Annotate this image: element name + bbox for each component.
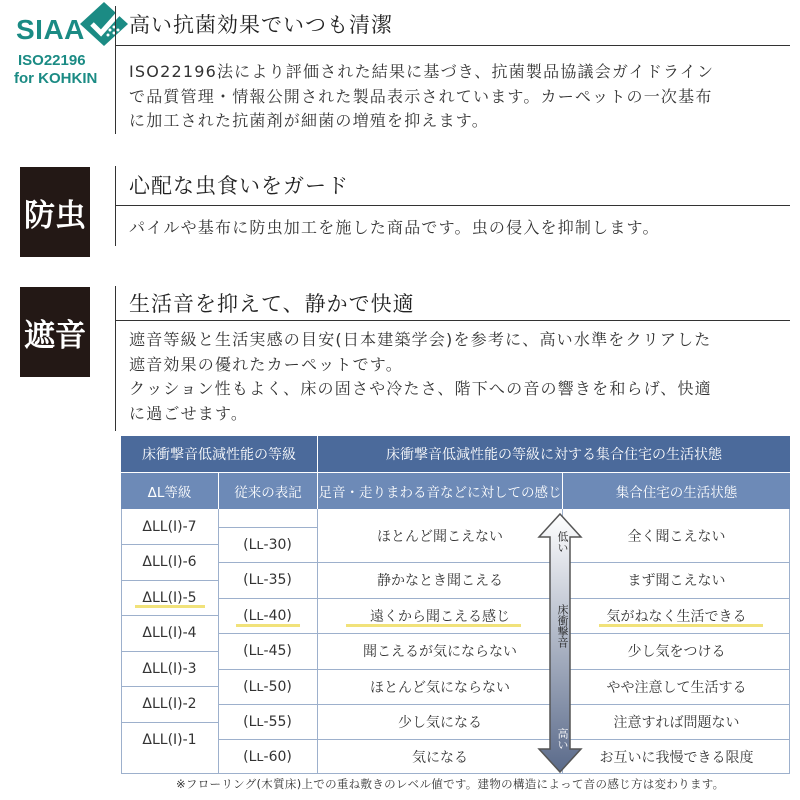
old-notation-cell: (Lʟ-60) <box>243 748 292 765</box>
old-notation-cell: (Lʟ-30) <box>243 536 292 553</box>
sound-text <box>129 328 794 426</box>
antibacterial-text <box>129 60 794 134</box>
highlight-underline <box>236 624 300 627</box>
arrow-label-low: 低い <box>556 531 569 553</box>
state-cell: まず聞こえない <box>627 573 726 589</box>
divider <box>115 286 116 431</box>
state-cell: 全く聞こえない <box>627 528 726 545</box>
divider <box>116 205 790 206</box>
column-header-feel: 足音・走りまわる音などに対しての感じ <box>318 473 562 509</box>
old-notation-cell: (Lʟ-50) <box>243 678 292 695</box>
feel-cell: 遠くから聞こえる感じ <box>370 608 510 625</box>
grade-cell: ΔLL(I)-4 <box>142 625 197 641</box>
siaa-logo-text: SIAA <box>16 14 85 45</box>
text-line: に過ごせます。 <box>129 403 249 423</box>
old-notation-cell: (Lʟ-40) <box>243 607 292 624</box>
sound-title: 生活音を抑えて、静かで快適 <box>129 292 415 316</box>
feel-cell: ほとんど気にならない <box>370 679 510 696</box>
column-header-old: 従来の表記 <box>219 473 317 509</box>
antibacterial-title: 高い抗菌効果でいつも清潔 <box>129 13 393 37</box>
divider <box>115 6 116 134</box>
grade-cell: ΔLL(I)-6 <box>142 554 197 570</box>
old-notation-cell: (Lʟ-45) <box>243 643 292 659</box>
old-notation-cell: (Lʟ-55) <box>243 713 292 730</box>
sound-badge: 遮音 <box>20 287 90 377</box>
feel-cell: 気になる <box>412 749 468 766</box>
column-header-grade: ΔL等級 <box>121 473 218 509</box>
grade-cell: ΔLL(I)-5 <box>142 589 197 606</box>
grade-cell: ΔLL(I)-3 <box>142 660 197 677</box>
old-notation-cell: (Lʟ-35) <box>243 572 292 588</box>
feel-cell: ほとんど聞こえない <box>377 528 503 545</box>
grade-cell: ΔLL(I)-2 <box>142 696 197 712</box>
siaa-mark-icon <box>80 2 128 46</box>
sound-rating-table <box>121 436 790 774</box>
grade-cell: ΔLL(I)-7 <box>142 518 197 535</box>
table-header-living-group: 床衝撃音低減性能の等級に対する集合住宅の生活状態 <box>318 436 790 472</box>
text-line: に加工された抗菌剤が細菌の増殖を抑えます。 <box>129 111 489 130</box>
grade-cell: ΔLL(I)-1 <box>142 731 197 748</box>
feel-cell: 静かなとき聞こえる <box>377 573 503 589</box>
insect-title: 心配な虫食いをガード <box>129 174 349 198</box>
divider <box>116 45 790 46</box>
siaa-for-kohkin: for KOHKIN <box>14 70 98 87</box>
highlight-underline <box>135 605 205 608</box>
insect-text <box>129 216 794 241</box>
feel-cell: 聞こえるが気にならない <box>363 644 517 660</box>
arrow-label-impact-sound: 床衝撃音 <box>556 604 569 648</box>
siaa-iso-number: ISO22196 <box>18 52 86 69</box>
text-line: パイルや基布に防虫加工を施した商品です。虫の侵入を抑制します。 <box>129 218 660 237</box>
footnote: ※フローリング(木質床)上での重ね敷きのレベル値です。建物の構造によって音の感じ方は変わります。 <box>176 777 725 791</box>
text-line: 遮音等級と生活実感の目安(日本建築学会)を参考に、高い水準をクリアした <box>129 330 712 349</box>
state-cell: やや注意して生活する <box>606 679 747 696</box>
feel-cell: 少し気になる <box>398 714 482 731</box>
arrow-label-high: 高い <box>556 728 569 750</box>
state-cell: 少し気をつける <box>627 644 726 660</box>
state-cell: 注意すれば問題ない <box>613 714 740 731</box>
table-header-grade-group: 床衝撃音低減性能の等級 <box>121 436 317 472</box>
column-header-state: 集合住宅の生活状態 <box>563 473 790 509</box>
state-cell: 気がねなく生活できる <box>606 608 747 625</box>
highlight-underline <box>346 624 521 627</box>
divider <box>116 320 790 321</box>
text-line: で品質管理・情報公開された製品表示されています。カーペットの一次基布 <box>129 86 713 106</box>
divider <box>115 166 116 246</box>
highlight-underline <box>599 624 763 627</box>
text-line: クッション性もよく、床の固さや冷たさ、階下への音の響きを和らげ、快適 <box>129 379 712 398</box>
text-line: ISO22196法により評価された結果に基づき、抗菌製品協議会ガイドライン <box>129 62 715 81</box>
state-cell: お互いに我慢できる限度 <box>599 749 754 766</box>
insect-badge: 防虫 <box>20 167 90 257</box>
text-line: 遮音効果の優れたカーペットです。 <box>129 354 403 374</box>
